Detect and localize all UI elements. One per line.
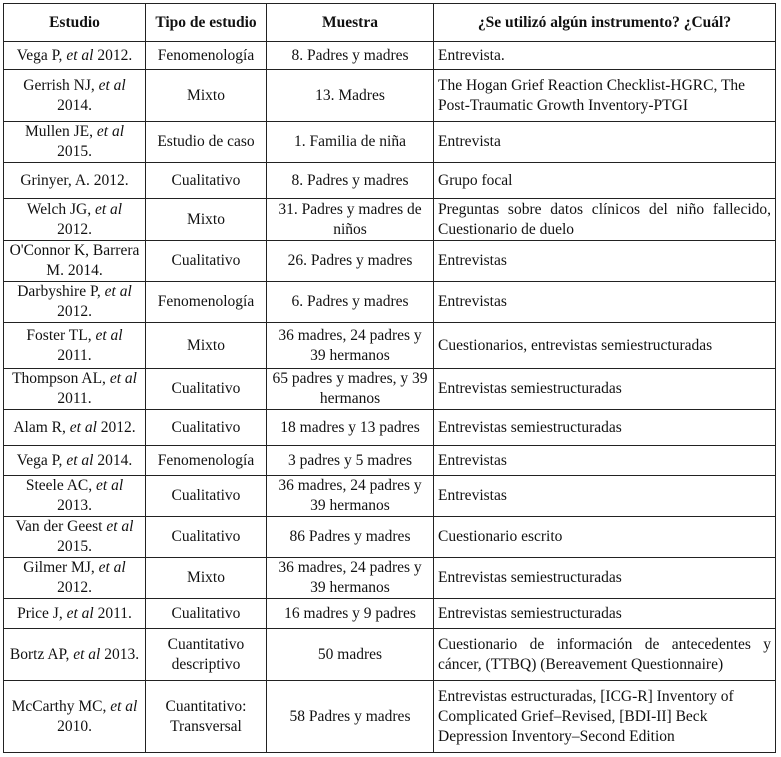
table-row [4,199,776,241]
cell-tipo: Mixto [146,199,267,241]
cell-instrumento: Entrevistas [434,446,776,476]
et-al-text: et al [96,123,125,140]
table-row [4,629,776,681]
cell-estudio [4,241,146,282]
cell-instrumento: Entrevistas semiestructuradas [434,599,776,629]
year-text: 2014. [57,96,92,114]
cell-estudio [4,70,146,122]
author-text: Mullen JE, [24,123,94,140]
author-text: Foster TL, [26,326,92,344]
year-text: 2010. [57,717,92,735]
cell-tipo: Mixto [146,558,267,599]
cell-estudio [4,282,146,323]
author-text: O'Connor K, Barrera M. [9,242,140,279]
header-estudio: Estudio [4,4,146,42]
year-text: 2014. [67,262,103,279]
cell-estudio [4,446,146,476]
cell-muestra: 3 padres y 5 madres [267,446,434,476]
table-row [4,282,776,323]
cell-estudio [4,199,146,241]
studies-table [3,3,776,753]
cell-estudio [4,476,146,517]
table-row [4,323,776,369]
author-text: Darbyshire P, [17,283,101,300]
cell-muestra: 13. Madres [267,70,434,122]
cell-muestra: 58 Padres y madres [267,681,434,753]
table-row [4,163,776,199]
et-al-text: et al [95,326,123,344]
year-text: 2014. [97,451,133,469]
et-al-text: et al [98,559,126,576]
et-al-text: et al [69,418,97,436]
year-text: 2013. [57,497,92,514]
author-text: Thompson AL, [12,370,106,387]
cell-instrumento: Cuestionario escrito [434,517,776,558]
author-text: Welch JG, [26,200,92,218]
cell-tipo: Cuantitativo descriptivo [146,629,267,681]
cell-tipo: Cualitativo [146,163,267,199]
cell-muestra: 26. Padres y madres [267,241,434,282]
cell-estudio [4,163,146,199]
cell-instrumento: Cuestionario de información de antecedentes y cáncer, (TTBQ) (Bereavement Questionnaire) [434,629,776,681]
cell-tipo: Cualitativo [146,369,267,410]
year-text: 2012. [57,220,92,238]
table-row [4,241,776,282]
cell-tipo: Fenomenología [146,282,267,323]
et-al-text: et al [109,370,137,387]
cell-muestra: 36 madres, 24 padres y 39 hermanos [267,323,434,369]
year-text: 2011. [57,390,92,407]
year-text: 2012. [57,303,92,320]
table-row [4,42,776,70]
cell-instrumento: Entrevistas [434,476,776,517]
et-al-text: et al [66,604,94,622]
year-text: 2012. [100,418,136,436]
et-al-text: et al [106,518,134,535]
cell-instrumento: Preguntas sobre datos clínicos del niño fallecido, Cuestionario de duelo [434,199,776,241]
cell-tipo: Fenomenología [146,446,267,476]
author-text: Van der Geest [15,518,103,535]
header-muestra: Muestra [267,4,434,42]
cell-estudio [4,629,146,681]
et-al-text: et al [98,76,126,94]
year-text: 2012. [57,579,92,596]
cell-estudio [4,558,146,599]
cell-muestra: 8. Padres y madres [267,163,434,199]
cell-muestra: 1. Familia de niña [267,122,434,163]
cell-muestra: 31. Padres y madres de niños [267,199,434,241]
cell-estudio [4,42,146,70]
et-al-text: et al [96,477,124,494]
cell-muestra: 18 madres y 13 padres [267,410,434,446]
cell-tipo: Mixto [146,70,267,122]
cell-instrumento: Entrevista. [434,42,776,70]
cell-instrumento: Grupo focal [434,163,776,199]
et-al-text: et al [94,200,123,218]
et-al-text: et al [104,283,132,300]
header-tipo: Tipo de estudio [146,4,267,42]
cell-instrumento: Entrevistas semiestructuradas [434,558,776,599]
year-text: 2012. [97,46,133,64]
author-text: Bortz AP, [9,645,70,663]
et-al-text: et al [110,697,138,715]
cell-muestra: 86 Padres y madres [267,517,434,558]
cell-tipo: Fenomenología [146,42,267,70]
table-row [4,558,776,599]
year-text: 2011. [97,604,132,622]
cell-estudio [4,369,146,410]
et-al-text: et al [73,645,101,663]
cell-tipo: Cuantitativo: Transversal [146,681,267,753]
cell-instrumento: Entrevistas semiestructuradas [434,369,776,410]
cell-muestra: 16 madres y 9 padres [267,599,434,629]
cell-estudio [4,681,146,753]
author-text: McCarthy MC, [11,697,107,715]
author-text: Price J, [17,604,63,622]
cell-tipo: Cualitativo [146,241,267,282]
table-row [4,122,776,163]
table-row [4,517,776,558]
author-text: Alam R, [13,418,66,436]
cell-tipo: Cualitativo [146,476,267,517]
year-text: 2015. [57,143,92,160]
year-text: 2011. [57,346,92,364]
cell-muestra: 36 madres, 24 padres y 39 hermanos [267,558,434,599]
table-row [4,446,776,476]
author-text: Steele AC, [25,477,93,494]
year-text: 2013. [104,645,140,663]
table-row [4,681,776,753]
et-al-text: et al [66,451,94,469]
cell-muestra: 6. Padres y madres [267,282,434,323]
cell-estudio [4,599,146,629]
header-instrumento: ¿Se utilizó algún instrumento? ¿Cuál? [434,4,776,42]
cell-muestra: 8. Padres y madres [267,42,434,70]
cell-estudio [4,122,146,163]
cell-instrumento: Cuestionarios, entrevistas semiestructuradas [434,323,776,369]
cell-estudio [4,410,146,446]
cell-estudio [4,323,146,369]
author-text: Gilmer MJ, [23,559,95,576]
cell-instrumento: Entrevistas semiestructuradas [434,410,776,446]
cell-instrumento: Entrevistas estructuradas, [ICG-R] Inventory of Complicated Grief–Revised, [BDI-II] Beck Depression Inventory–Second Edition [434,681,776,753]
year-text: 2012. [93,171,129,189]
cell-tipo: Cualitativo [146,517,267,558]
table-row [4,410,776,446]
author-text: Grinyer, A. [20,171,90,189]
author-text: Vega P, [16,46,63,64]
cell-tipo: Mixto [146,323,267,369]
table-row [4,70,776,122]
header-row [4,4,776,42]
cell-muestra: 65 padres y madres, y 39 hermanos [267,369,434,410]
cell-tipo: Cualitativo [146,599,267,629]
cell-instrumento: Entrevista [434,122,776,163]
cell-instrumento: Entrevistas [434,282,776,323]
cell-tipo: Estudio de caso [146,122,267,163]
cell-muestra: 36 madres, 24 padres y 39 hermanos [267,476,434,517]
author-text: Vega P, [16,451,63,469]
table-row [4,369,776,410]
cell-estudio [4,517,146,558]
year-text: 2015. [57,538,92,555]
cell-tipo: Cualitativo [146,410,267,446]
table-row [4,476,776,517]
table-row [4,599,776,629]
author-text: Gerrish NJ, [23,76,95,94]
cell-instrumento: The Hogan Grief Reaction Checklist-HGRC, The Post-Traumatic Growth Inventory-PTGI [434,70,776,122]
cell-instrumento: Entrevistas [434,241,776,282]
et-al-text: et al [66,46,94,64]
cell-muestra: 50 madres [267,629,434,681]
